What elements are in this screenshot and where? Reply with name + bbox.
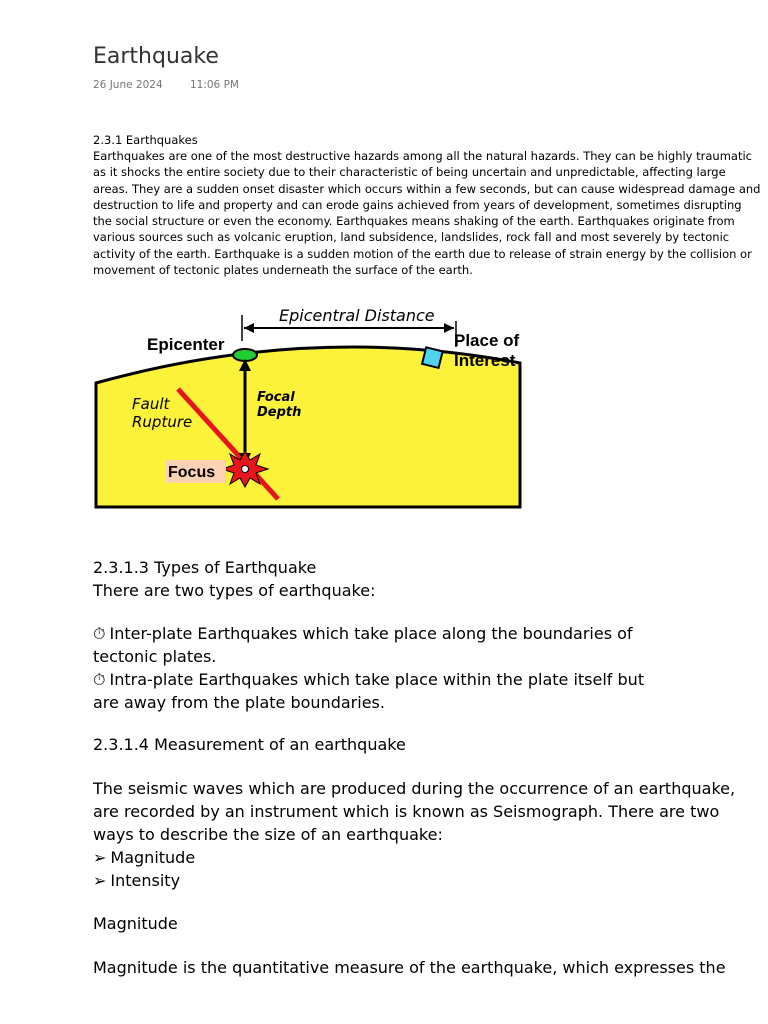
focal-depth-label-2: Depth — [257, 405, 302, 420]
list-item-continuation: tectonic plates. — [93, 647, 217, 666]
list-item-text: Intensity — [110, 871, 181, 890]
list-item — [93, 846, 758, 869]
fault-label-1: Fault — [132, 395, 170, 413]
list-item-text: Intra-plate Earthquakes which take place within the plate itself but — [109, 670, 645, 689]
arrow-bullet-icon: ➢ — [93, 871, 107, 890]
list-item — [93, 668, 653, 691]
page-meta — [93, 79, 239, 91]
types-heading: 2.3.1.3 Types of Earthquake — [93, 558, 317, 577]
page-title: Earthquake — [93, 44, 219, 69]
clock-icon: ⏱ — [93, 624, 106, 643]
focus-point — [242, 466, 249, 473]
types-intro: There are two types of earthquake: — [93, 581, 376, 600]
types-block — [93, 556, 375, 602]
page-date: 26 June 2024 — [93, 79, 163, 91]
earthquake-diagram — [92, 303, 532, 509]
focal-depth-label-1: Focal — [257, 390, 295, 405]
section-heading-earthquakes: 2.3.1 Earthquakes — [93, 133, 198, 147]
list-item — [93, 622, 653, 645]
arrow-head-left — [244, 323, 254, 333]
list-item — [93, 869, 758, 892]
fault-label-2: Rupture — [132, 413, 193, 431]
list-item-text: Inter-plate Earthquakes which take place along the boundaries of — [109, 624, 633, 643]
place-marker — [422, 347, 443, 368]
place-of-interest-label-2: Interest — [454, 351, 516, 370]
epicentral-distance-label: Epicentral Distance — [279, 306, 435, 325]
magnitude-heading: Magnitude — [93, 914, 178, 933]
place-of-interest-label-1: Place of — [454, 331, 520, 350]
list-item-text: Magnitude — [110, 848, 196, 867]
measurement-paragraph: The seismic waves which are produced during the occurrence of an earthquake, are recorded by an instrument which is known as Seismograph. There are two ways to describe the size of an earthquake: — [93, 779, 736, 844]
focus-label: Focus — [168, 464, 216, 481]
clock-icon: ⏱ — [93, 670, 106, 689]
arrow-head-right — [444, 323, 454, 333]
epicenter-label: Epicenter — [147, 335, 225, 354]
magnitude-paragraph: Magnitude is the quantitative measure of the earthquake, which expresses the — [93, 958, 726, 977]
arrow-bullet-icon: ➢ — [93, 848, 107, 867]
measurement-block — [93, 777, 758, 892]
earthquakes-paragraph: Earthquakes are one of the most destructive hazards among all the natural hazards. They can be highly traumatic as it shocks the entire society due to their characteristic of being uncertain and unpredictable, affecting large areas. They are a sudden onset disaster which occurs within a few seconds, but can cause widespread damage and destruction to life and property and can erode gains achieved from years of development, sometimes disrupting the social structure or even the economy. Earthquakes means shaking of the earth. Earthquakes originate from various sources such as volcanic eruption, land subsidence, landslides, rock fall and most severely by tectonic activity of the earth. Earthquake is a sudden motion of the earth due to release of strain energy by the collision or movement of tectonic plates underneath the surface of the earth. — [93, 149, 761, 278]
list-item-continuation: are away from the plate boundaries. — [93, 693, 385, 712]
page-time: 11:06 PM — [189, 79, 239, 91]
measurement-heading: 2.3.1.4 Measurement of an earthquake — [93, 735, 406, 754]
types-list — [93, 622, 653, 714]
